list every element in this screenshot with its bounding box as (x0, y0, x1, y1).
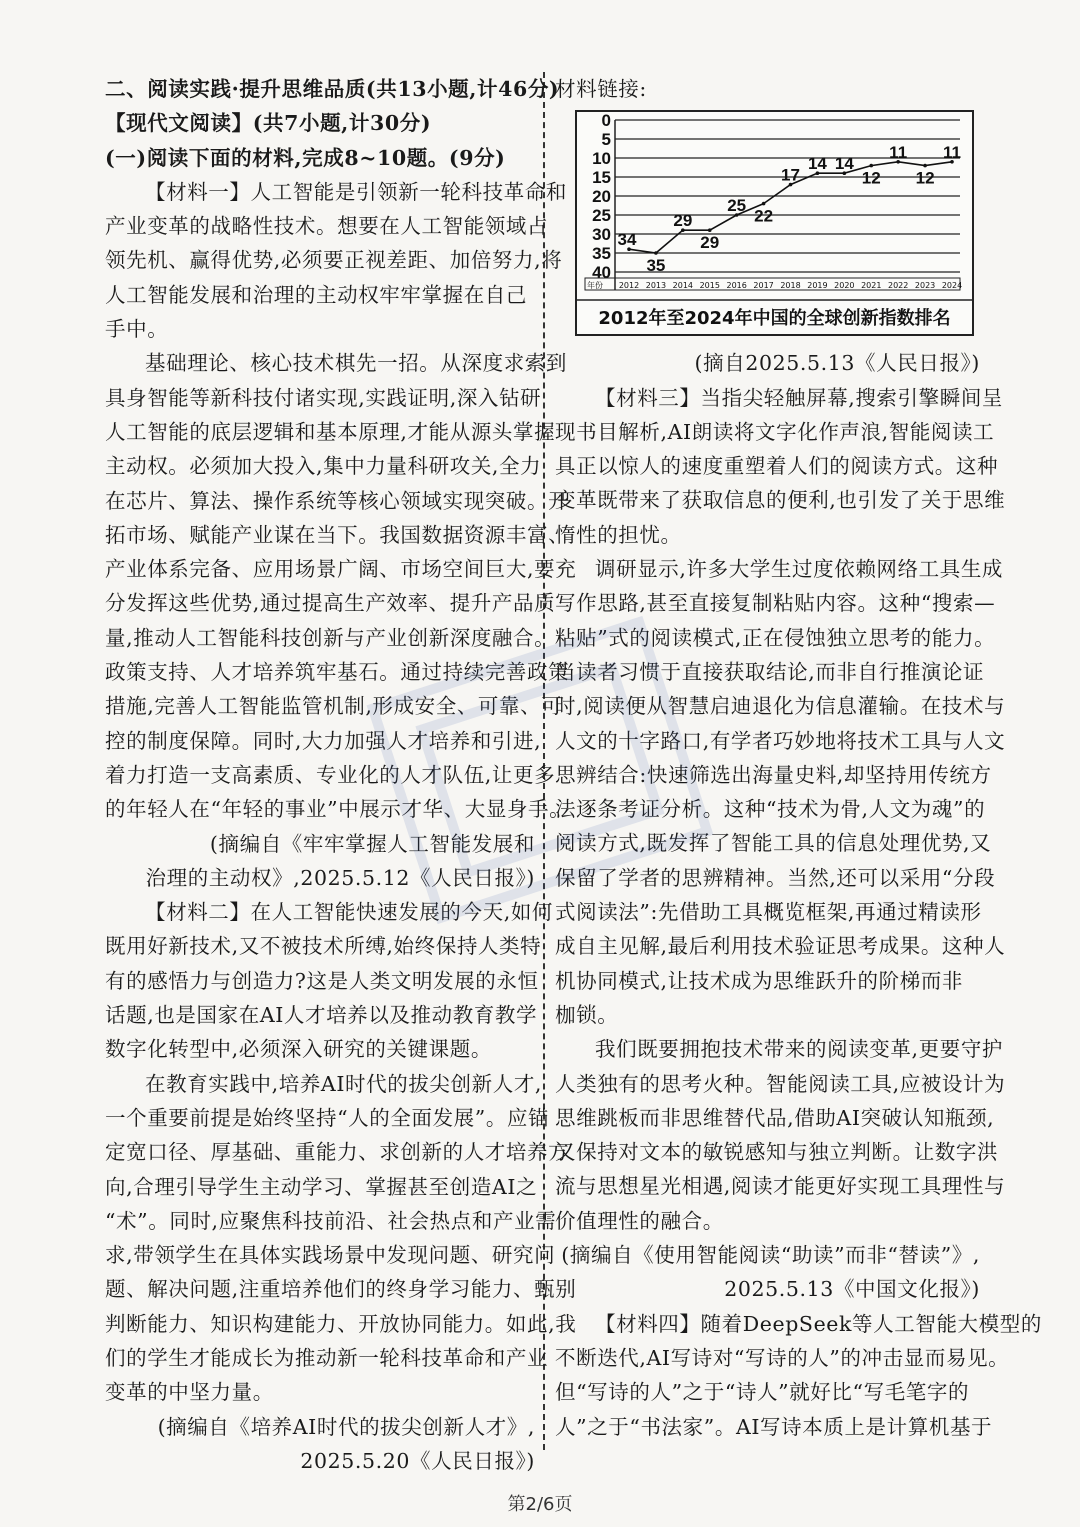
text-line: 法逐条考证分析。这种“技术为骨,人文为魂”的 (555, 797, 986, 822)
x-tick-label: 2019 (807, 281, 828, 291)
text-line: (摘编自《牢牢掌握人工智能发展和 (209, 831, 535, 856)
text-line: 拓市场、赋能产业谋在当下。我国数据资源丰富、 (105, 522, 570, 547)
x-tick-label: 2013 (645, 281, 667, 291)
y-tick-label: 20 (592, 187, 611, 207)
year-row-label: 年份 (587, 281, 603, 291)
text-line: 领先机、赢得优势,必须要正视差距、加倍努力,将 (105, 248, 563, 273)
text-line: 人”之于“书法家”。AI写诗本质上是计算机基于 (555, 1414, 993, 1439)
data-point (869, 164, 873, 168)
left-column (105, 72, 577, 1478)
text-line: 【材料三】当指尖轻触屏幕,搜索引擎瞬间呈 (595, 385, 1004, 410)
text-line: 具正以惊人的速度重塑着人们的阅读方式。这种 (555, 454, 999, 479)
text-line: (一)阅读下面的材料,完成8~10题。(9分) (105, 145, 506, 170)
text-line: 2025.5.13《中国文化报》) (724, 1277, 980, 1302)
text-line: 产业变革的战略性技术。想要在人工智能领域占 (105, 214, 549, 239)
text-line: 2025.5.20《人民日报》) (300, 1448, 535, 1473)
right-column-text (555, 346, 1042, 1444)
page-number: 第2/6页 (507, 1494, 573, 1515)
text-line: 我们既要拥抱技术带来的阅读变革,更要守护 (595, 1037, 1004, 1062)
text-line: 话题,也是国家在AI人才培养以及推动教育教学 (105, 1003, 538, 1028)
x-tick-label: 2017 (753, 281, 774, 291)
text-line: 调研显示,许多大学生过度依赖网络工具生成 (595, 557, 1004, 582)
data-label: 14 (834, 154, 854, 174)
text-line: 【现代文阅读】(共7小题,计30分) (105, 111, 432, 136)
text-line: (摘编自《使用智能阅读“助读”而非“替读”》, (561, 1243, 980, 1268)
data-label: 12 (915, 168, 935, 188)
x-tick-label: 2014 (672, 281, 694, 291)
text-line: 措施,完善人工智能监管机制,形成安全、可靠、可 (105, 694, 563, 719)
data-point (762, 202, 766, 206)
data-label: 35 (646, 256, 666, 276)
x-tick-label: 2018 (780, 281, 801, 291)
y-tick-label: 10 (592, 149, 611, 169)
text-line: 但“写诗的人”之于“诗人”就好比“写毛笔字的 (555, 1380, 970, 1405)
x-tick-label: 2023 (914, 281, 936, 291)
text-line: 定宽口径、厚基础、重能力、求创新的人才培养方 (105, 1140, 570, 1165)
y-tick-label: 30 (592, 225, 611, 245)
data-label: 17 (781, 165, 800, 185)
text-line: 在芯片、算法、操作系统等核心领域实现突破。开 (105, 488, 570, 513)
data-point (654, 251, 658, 255)
y-tick-label: 5 (601, 130, 611, 150)
text-line: 变革的中坚力量。 (105, 1380, 274, 1405)
data-label: 25 (727, 196, 747, 216)
text-line: 基础理论、核心技术棋先一招。从深度求索到 (145, 351, 567, 376)
text-line: 惰性的担忧。 (555, 522, 682, 547)
text-line: 当读者习惯于直接获取结论,而非自行推演论证 (555, 659, 985, 684)
text-line: 们的学生才能成长为推动新一轮科技革命和产业 (105, 1345, 549, 1370)
y-tick-label: 0 (601, 111, 611, 131)
data-point (708, 229, 712, 233)
x-tick-label: 2012 (618, 281, 640, 291)
data-label: 22 (754, 206, 774, 226)
text-line: 价值理性的融合。 (555, 1208, 724, 1233)
y-tick-label: 15 (592, 168, 611, 188)
right-column (555, 72, 1042, 1444)
text-line: 题、解决问题,注重培养他们的终身学习能力、甄别 (105, 1277, 577, 1302)
y-tick-label: 40 (592, 263, 611, 283)
text-line: 着力打造一支高素质、专业化的人才队伍,让更多 (105, 762, 556, 787)
text-line: 产业体系完备、应用场景广阔、市场空间巨大,要充 (105, 557, 577, 582)
text-line: 现书目解析,AI朗读将文字化作声浪,智能阅读工 (555, 419, 995, 444)
text-line: 有的感悟力与创造力?这是人类文明发展的永恒 (105, 968, 539, 993)
text-line: 治理的主动权》,2025.5.12《人民日报》) (145, 865, 535, 890)
text-line: 流与思想星光相遇,阅读才能更好实现工具理性与 (555, 1174, 1006, 1199)
text-line: 人工智能发展和治理的主动权牢牢掌握在自己 (105, 282, 527, 307)
text-line: 既用好新技术,又不被技术所缚,始终保持人类特 (105, 934, 542, 959)
text-line: 又保持对文本的敏锐感知与独立判断。让数字洪 (555, 1140, 999, 1165)
text-line: (摘自2025.5.13《人民日报》) (694, 351, 980, 376)
text-line: 保留了学者的思辨精神。当然,还可以采用“分段 (555, 865, 996, 890)
text-line: 人文的十字路口,有学者巧妙地将技术工具与人文 (555, 728, 1006, 753)
text-line: “术”。同时,应聚焦科技前沿、社会热点和产业需 (105, 1208, 557, 1233)
x-tick-label: 2021 (861, 281, 882, 291)
text-line: 在教育实践中,培养AI时代的拔尖创新人才, (145, 1071, 543, 1096)
text-line: 变革既带来了获取信息的便利,也引发了关于思维 (555, 488, 1006, 513)
text-line: 【材料四】随着DeepSeek等人工智能大模型的 (595, 1311, 1042, 1336)
material-link-label: 材料链接: (555, 77, 647, 101)
text-line: 一个重要前提是始终坚持“人的全面发展”。应锚 (105, 1105, 550, 1130)
x-tick-label: 2022 (887, 281, 909, 291)
x-tick-label: 2020 (834, 281, 855, 291)
text-line: 时,阅读便从智慧启迪退化为信息灌输。在技术与 (555, 694, 1006, 719)
text-line: 成自主见解,最后利用技术验证思考成果。这种人 (555, 934, 1006, 959)
text-line: 枷锁。 (555, 1002, 619, 1027)
text-line: 二、阅读实践·提升思维品质(共13小题,计46分) (105, 77, 560, 101)
data-label: 29 (673, 211, 693, 231)
text-line: (摘编自《培养AI时代的拔尖创新人才》, (157, 1414, 535, 1439)
text-line: 人工智能的底层逻辑和基本原理,才能从源头掌握 (105, 419, 556, 444)
data-label: 14 (807, 154, 827, 174)
text-line: 的年轻人在“年轻的事业”中展示才华、大显身手。 (105, 797, 571, 822)
text-line: 机协同模式,让技术成为思维跃升的阶梯而非 (555, 968, 964, 993)
chart-svg (577, 112, 972, 334)
text-line: 具身智能等新科技付诸实现,实践证明,深入钻研 (105, 385, 542, 410)
text-line: 写作思路,甚至直接复制粘贴内容。这种“搜索— (555, 591, 996, 616)
text-line: 向,合理引导学生主动学习、掌握甚至创造AI之 (105, 1174, 538, 1199)
x-tick-label: 2016 (726, 281, 747, 291)
y-tick-label: 35 (592, 244, 611, 264)
text-line: 思维跳板而非思维替代品,借助AI突破认知瓶颈, (555, 1105, 995, 1130)
text-line: 人类独有的思考火种。智能阅读工具,应被设计为 (555, 1071, 1006, 1096)
text-line: 思辨结合:快速筛选出海量史料,却坚持用传统方 (555, 762, 992, 787)
text-line: 求,带领学生在具体实践场景中发现问题、研究问 (105, 1243, 556, 1268)
text-line: 分发挥这些优势,通过提高生产效率、提升产品质 (105, 591, 556, 616)
text-line: 控的制度保障。同时,大力加强人才培养和引进, (105, 728, 542, 753)
data-label: 11 (889, 143, 908, 163)
data-label: 29 (700, 233, 720, 253)
innovation-index-chart (575, 110, 974, 336)
text-line: 式阅读法”:先借助工具概览框架,再通过精读形 (555, 900, 982, 925)
text-line: 政策支持、人才培养筑牢基石。通过持续完善政策 (105, 660, 570, 685)
x-tick-label: 2024 (941, 281, 963, 291)
text-line: 阅读方式,既发挥了智能工具的信息处理优势,又 (555, 831, 992, 856)
text-line: 【材料二】在人工智能快速发展的今天,如何 (145, 900, 554, 925)
data-point (923, 164, 927, 168)
text-line: 粘贴”式的阅读模式,正在侵蚀独立思考的能力。 (555, 625, 996, 650)
text-line: 不断迭代,AI写诗对“写诗的人”的冲击显而易见。 (555, 1345, 1010, 1370)
y-tick-label: 25 (592, 206, 611, 226)
data-label: 11 (943, 143, 961, 163)
x-tick-label: 2015 (699, 281, 720, 291)
data-label: 12 (861, 168, 881, 188)
text-line: 数字化转型中,必须深入研究的关键课题。 (105, 1037, 492, 1062)
data-label: 34 (617, 230, 637, 250)
text-line: 判断能力、知识构建能力、开放协同能力。如此,我 (105, 1311, 577, 1336)
text-line: 主动权。必须加大投入,集中力量科研攻关,全力 (105, 454, 542, 479)
text-line: 手中。 (105, 317, 169, 342)
chart-title: 2012年至2024年中国的全球创新指数排名 (598, 308, 951, 330)
text-line: 量,推动人工智能科技创新与产业创新深度融合。 (105, 625, 556, 650)
text-line: 【材料一】人工智能是引领新一轮科技革命和 (145, 179, 567, 204)
